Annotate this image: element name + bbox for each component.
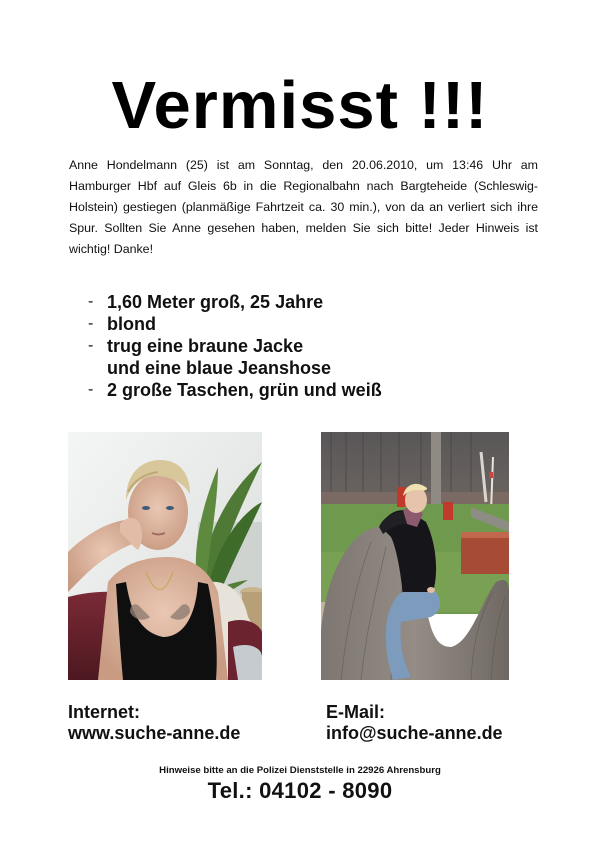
photo-portrait-indoor <box>68 432 262 680</box>
bullet-dash: - <box>88 293 94 310</box>
portrait-image <box>68 432 262 680</box>
fact-item <box>88 335 448 379</box>
photo-outdoor-playground <box>321 432 509 680</box>
police-note: Hinweise bitte an die Polizei Dienststelle in 22926 Ahrensburg <box>159 765 441 776</box>
bullet-dash: - <box>88 315 94 332</box>
email-link[interactable]: info@suche-anne.de <box>326 723 503 743</box>
phone-number: Tel.: 04102 - 8090 <box>207 778 393 803</box>
fact-text: trug eine braune Jacke <box>107 336 304 356</box>
fact-item <box>88 313 448 335</box>
bullet-dash: - <box>88 381 94 398</box>
intro-paragraph: Anne Hondelmann (25) ist am Sonntag, den 20.06.2010, um 13:46 Uhr am Hamburger Hbf auf Gleis 6b in die Regionalbahn nach Bargteheide (Schleswig-Holstein) gestiegen (planmäßige Fahrtzeit ca. 30 min.), von da an verliert sich ihre Spur. Sollten Sie Anne gesehen haben, melden Sie sich bitte! Jeder Hinweis ist wichtig! Danke! <box>69 158 538 256</box>
facts-list <box>88 291 448 401</box>
fact-item <box>88 379 448 401</box>
fact-text: 2 große Taschen, grün und weiß <box>107 380 382 400</box>
fact-text: blond <box>107 314 156 334</box>
fact-text-continued: und eine blaue Jeanshose <box>107 358 332 378</box>
contact-email <box>326 702 503 744</box>
bullet-dash: - <box>88 337 94 354</box>
website-link[interactable]: www.suche-anne.de <box>68 723 241 743</box>
outdoor-image <box>321 432 509 680</box>
fact-item <box>88 291 448 313</box>
internet-label: Internet: <box>68 702 140 722</box>
email-label: E-Mail: <box>326 702 386 722</box>
contact-internet <box>68 702 240 744</box>
poster-title: Vermisst !!! <box>111 68 489 143</box>
fact-text: 1,60 Meter groß, 25 Jahre <box>107 292 324 312</box>
